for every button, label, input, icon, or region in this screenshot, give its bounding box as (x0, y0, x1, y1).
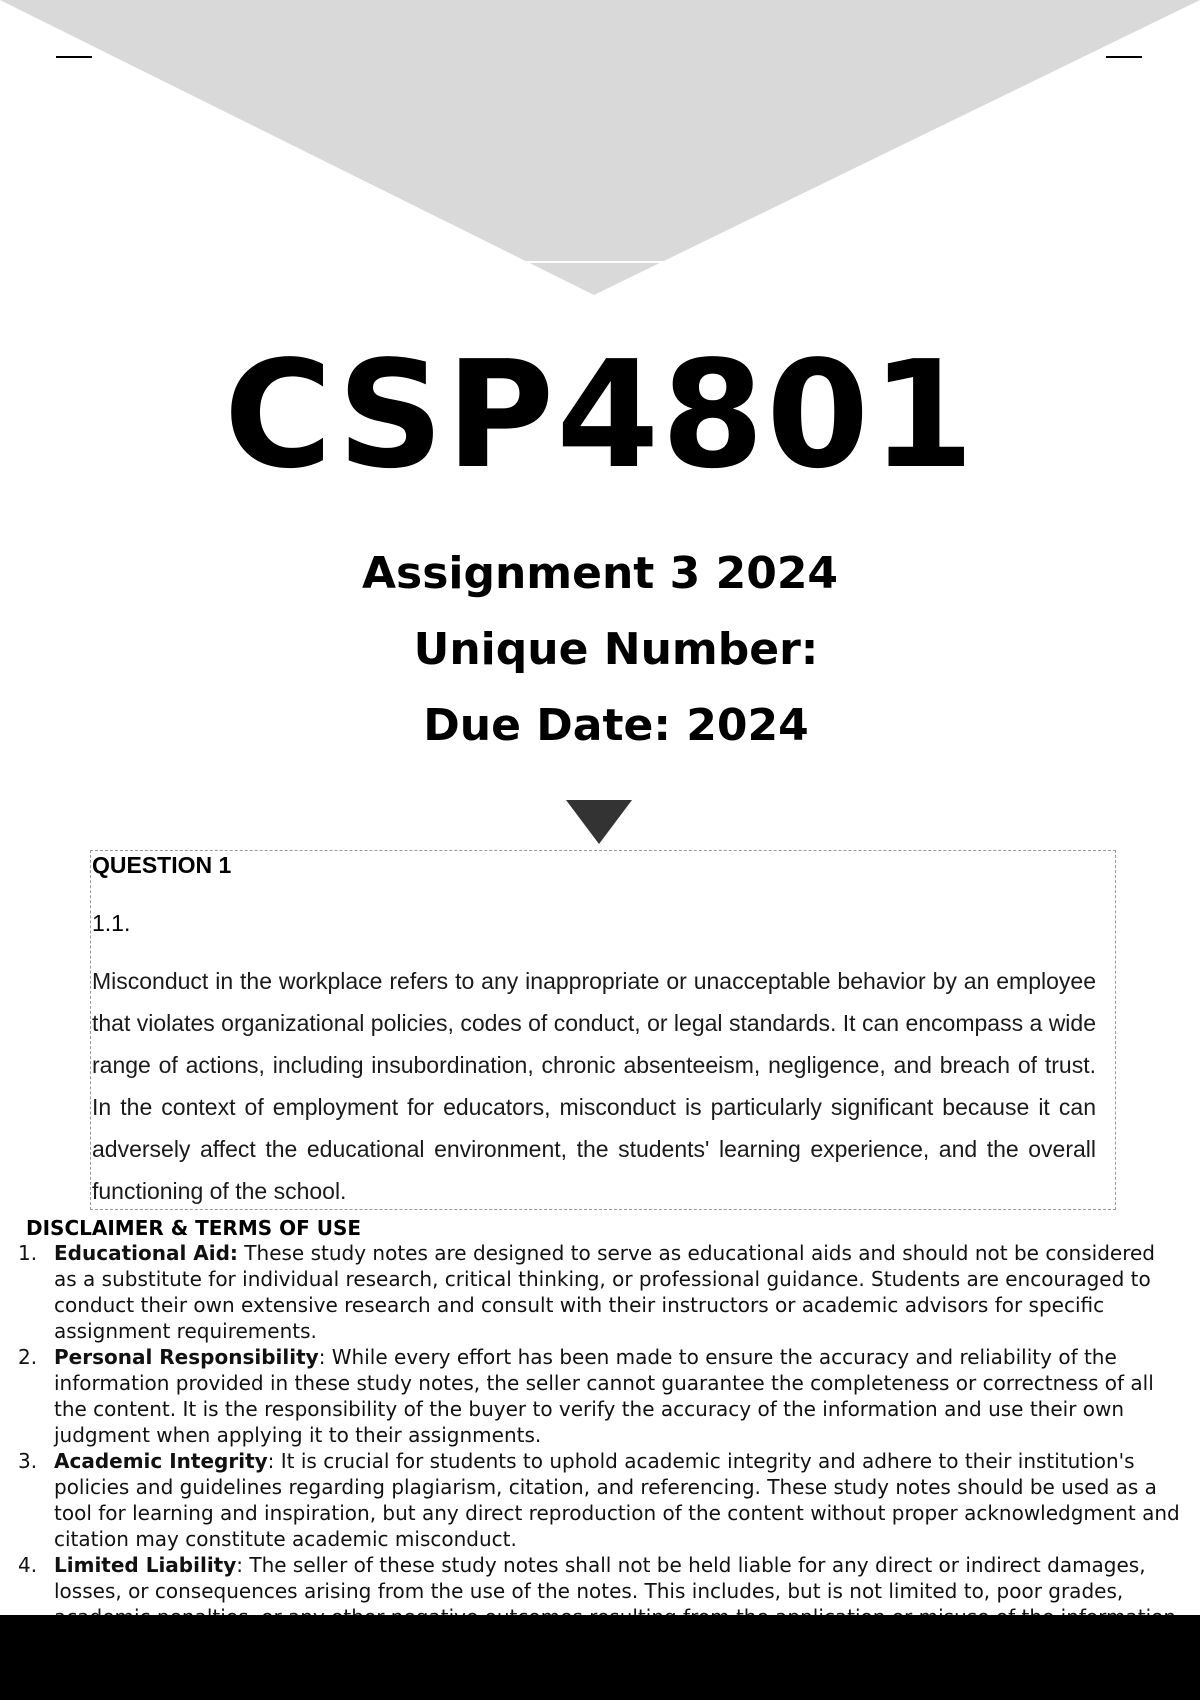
down-triangle-icon (566, 800, 632, 844)
disclaimer-list (0, 1240, 1200, 1630)
disclaimer-item-number: 3. (18, 1449, 38, 1473)
corner-line-left (56, 56, 92, 58)
disclaimer-item (0, 1240, 1200, 1344)
disclaimer-item-term: Academic Integrity (54, 1449, 268, 1473)
disclaimer-item-text: : While every effort has been made to ensure the accuracy and reliability of the information provided in these study notes, the seller cannot guarantee the completeness or correctness of all the content. It is the responsibility of the buyer to verify the accuracy of the information and use their own judgment when applying it to their assignments. (54, 1345, 1154, 1447)
course-code-title: CSP4801 (223, 329, 977, 501)
disclaimer-title: DISCLAIMER & TERMS OF USE (26, 1216, 362, 1240)
due-date-label: Due Date: 2024 (423, 700, 809, 751)
disclaimer-item-text: : The seller of these study notes shall not be held liable for any direct or indirect damages, losses, or consequences arising from the use of the notes. This includes, but is not limited to, poor grades, (54, 1553, 1146, 1603)
assignment-title: Assignment 3 2024 (361, 548, 839, 599)
disclaimer-item (0, 1448, 1200, 1552)
banner-chevron-shape (0, 0, 1200, 295)
cover-banner-graphic (0, 0, 1200, 300)
disclaimer-item-number: 1. (18, 1241, 38, 1265)
disclaimer-item (0, 1344, 1200, 1448)
question-heading: QUESTION 1 (92, 852, 232, 878)
disclaimer-item-number: 2. (18, 1345, 38, 1369)
disclaimer-item-number: 4. (18, 1553, 38, 1577)
disclaimer-item-term: Educational Aid: (54, 1241, 238, 1265)
question-answer-paragraph: Misconduct in the workplace refers to any inappropriate or unacceptable behavior by an employee that violates organizational policies, codes of conduct, or legal standards. It can encompass a wide range of actions, including insubordination, chronic absenteeism, negligence, and breach of trust. In the context of employment for educators, misconduct is particularly significant because it can adversely affect the educational environment, the students' learning experience, and the overall functioning of the school. (92, 968, 1096, 1204)
disclaimer-item-text: : It is crucial for students to uphold academic integrity and adhere to their institution's policies and guidelines regarding plagiarism, citation, and referencing. These study notes should be used as a tool for learning and inspiration, but any direct reproduction of the content without proper acknowledgment and citation may constitute academic misconduct. (54, 1449, 1180, 1551)
corner-line-right (1106, 56, 1142, 58)
disclaimer-item-text: These study notes are designed to serve as educational aids and should not be considered as a substitute for individual research, critical thinking, or professional guidance. Students are encouraged to conduct their own extensive research and consult with their instructors or academic advisors for specific assignment requirements. (54, 1241, 1155, 1343)
disclaimer-item-term: Limited Liability (54, 1553, 237, 1577)
question-number: 1.1. (92, 910, 131, 936)
bottom-black-bar (0, 1615, 1200, 1700)
disclaimer-item-term: Personal Responsibility (54, 1345, 319, 1369)
unique-number-label: Unique Number: (413, 624, 819, 675)
